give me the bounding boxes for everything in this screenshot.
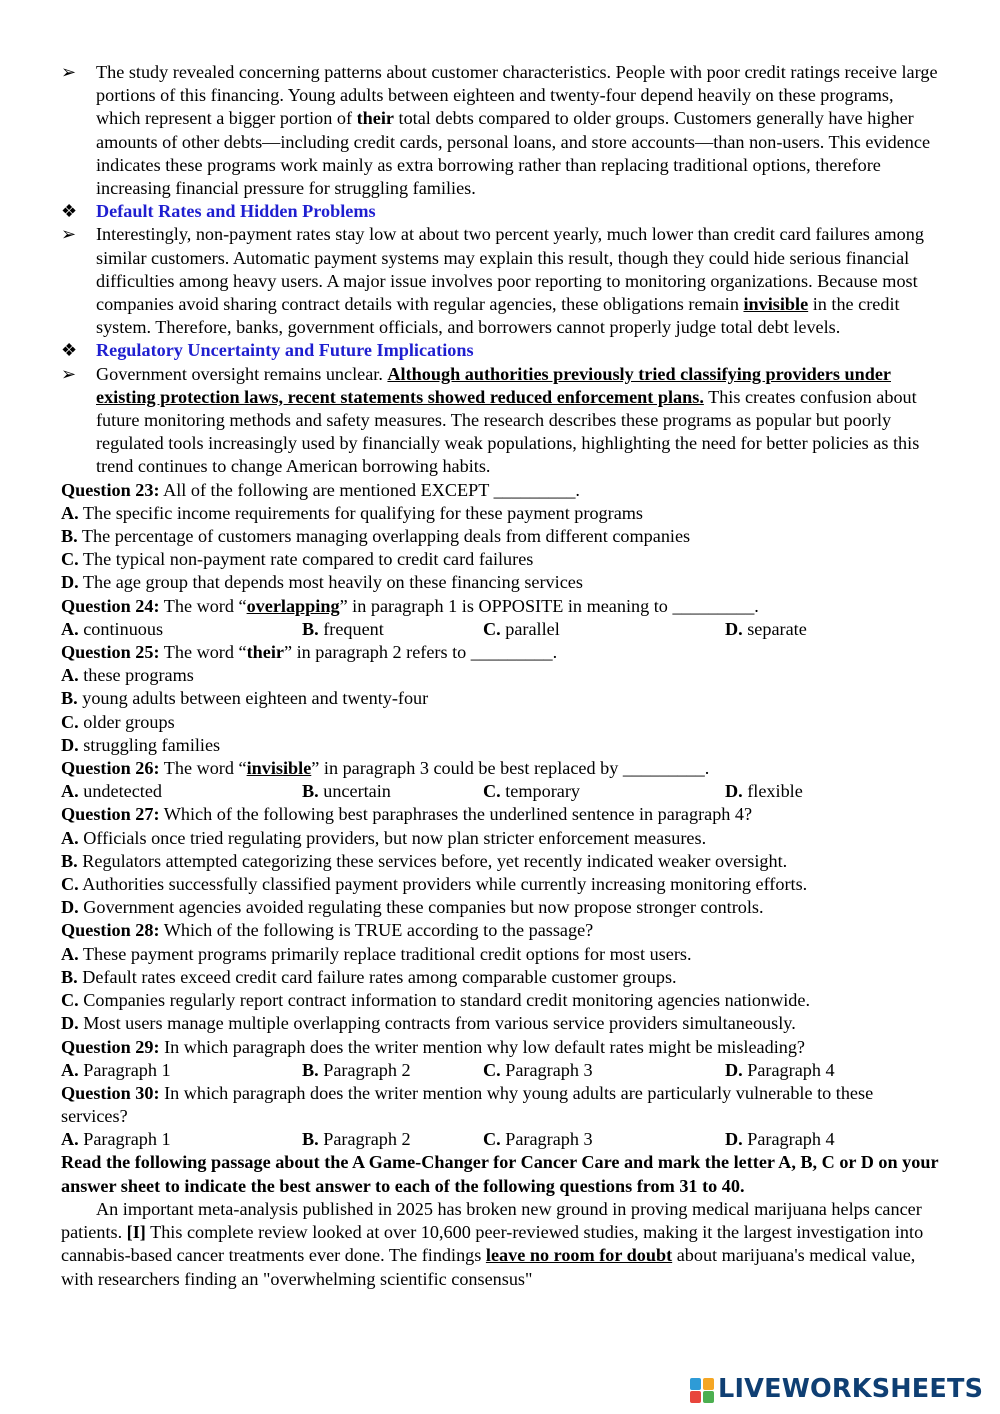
question-30 — [61, 1082, 941, 1128]
question-24 — [61, 595, 941, 618]
option-text: Paragraph 3 — [505, 1129, 593, 1150]
question-28-option-d[interactable] — [61, 1012, 941, 1035]
option-text: Authorities successfully classified payment providers while currently increasing monitoring efforts. — [82, 874, 808, 895]
question-27-text: Which of the following best paraphrases the underlined sentence in paragraph 4? — [159, 804, 753, 825]
question-26-label: Question 26: — [61, 758, 160, 779]
paragraph-4-underlined-sentence: Although authorities previously tried classifying providers under existing protection laws, recent statements showed reduced enforcement plans. — [96, 363, 891, 407]
question-25-label: Question 25: — [61, 642, 160, 663]
passage-2-text-end: about marijuana's medical value, with researchers finding an "overwhelming scientific consensus" — [61, 1245, 916, 1289]
paragraph-2-bold-word: their — [356, 108, 394, 129]
option-text: Government agencies avoided regulating these companies but now propose stronger controls. — [83, 897, 764, 918]
option-letter: D. — [61, 1013, 79, 1034]
option-text: Paragraph 2 — [323, 1059, 411, 1080]
option-text: uncertain — [323, 781, 391, 802]
arrow-bullet-icon: ➢ — [61, 363, 77, 384]
question-25-text-end: ” in paragraph 2 refers to _________. — [283, 642, 558, 663]
question-26-option-b[interactable] — [302, 780, 391, 803]
question-26-option-a[interactable] — [61, 780, 162, 803]
paragraph-2-text: The study revealed concerning patterns about customer characteristics. People with poor credit ratings receive large portions of this financing. Young adults between eighteen and twenty-four depend heavily on these programs, which represent a bigger portion of — [96, 62, 938, 129]
question-23-option-d[interactable] — [61, 571, 941, 594]
passage-2-text: An important meta-analysis published in 2025 has broken new ground in proving medical marijuana helps cancer patients. — [61, 1198, 922, 1243]
option-letter: A. — [61, 665, 79, 686]
question-26 — [61, 757, 941, 780]
passage-2-text-mid: This complete review looked at over 10,600 peer-reviewed studies, making it the largest investigation into cannabis-based cancer treatments ever done. The findings — [61, 1222, 924, 1266]
option-text: Paragraph 3 — [505, 1059, 593, 1080]
question-28-option-c[interactable] — [61, 989, 941, 1012]
option-letter: A. — [61, 502, 79, 523]
arrow-bullet-icon: ➢ — [61, 62, 77, 82]
question-23 — [61, 479, 941, 502]
option-letter: C. — [61, 549, 79, 570]
question-24-keyword: overlapping — [246, 595, 340, 616]
question-25-option-a[interactable] — [61, 664, 941, 687]
question-27-option-b[interactable] — [61, 850, 941, 873]
option-letter: C. — [483, 618, 501, 639]
passage-2-paragraph-1 — [61, 1198, 941, 1291]
question-26-text-end: ” in paragraph 3 could be best replaced by _________. — [311, 758, 710, 779]
option-letter: C. — [483, 781, 501, 802]
question-27-option-c[interactable] — [61, 873, 941, 896]
heading-regulatory-text: Regulatory Uncertainty and Future Implications — [96, 340, 474, 361]
option-letter: D. — [725, 1129, 743, 1150]
option-text: frequent — [323, 618, 384, 639]
option-letter: D. — [725, 1059, 743, 1080]
question-24-option-a[interactable] — [61, 618, 163, 641]
question-29-label: Question 29: — [61, 1036, 160, 1057]
question-26-option-d[interactable] — [725, 780, 803, 803]
option-text: The typical non-payment rate compared to credit card failures — [82, 549, 534, 570]
paragraph-3-underlined-word: invisible — [743, 294, 809, 315]
paragraph-4 — [61, 363, 941, 479]
option-letter: D. — [725, 781, 743, 802]
option-letter: B. — [61, 688, 78, 709]
option-letter: B. — [302, 1059, 319, 1080]
question-26-keyword: invisible — [246, 758, 312, 779]
paragraph-2-text-end: total debts compared to older groups. Customers generally have higher amounts of other debts—including credit cards, personal loans, and store accounts—than non-users. This evidence indicates these programs work mainly as extra borrowing rather than replacing traditional options, therefore increasing financial pressure for struggling families. — [96, 108, 931, 199]
question-28 — [61, 919, 941, 942]
option-letter: D. — [61, 897, 79, 918]
option-text: Most users manage multiple overlapping contracts from various service providers simultaneously. — [83, 1013, 796, 1034]
option-text: struggling families — [83, 734, 221, 755]
question-30-option-d[interactable] — [725, 1128, 835, 1151]
option-letter: B. — [61, 850, 78, 871]
question-24-option-b[interactable] — [302, 618, 384, 641]
option-letter: C. — [61, 711, 79, 732]
question-30-options — [61, 1128, 941, 1151]
insertion-marker-i: [I] — [126, 1222, 146, 1243]
question-30-text: In which paragraph does the writer mention why young adults are particularly vulnerable to these services? — [61, 1082, 874, 1127]
liveworksheets-logo-icon — [690, 1376, 716, 1404]
question-23-option-a[interactable] — [61, 502, 941, 525]
question-25-keyword: their — [246, 642, 284, 663]
liveworksheets-logo-text: LIVEWORKSHEETS — [718, 1374, 984, 1405]
paragraph-3 — [61, 223, 941, 339]
question-27 — [61, 803, 941, 826]
question-23-option-c[interactable] — [61, 548, 941, 571]
question-24-text-end: ” in paragraph 1 is OPPOSITE in meaning to _________. — [339, 595, 759, 616]
question-27-option-d[interactable] — [61, 896, 941, 919]
option-text: young adults between eighteen and twenty-four — [82, 688, 429, 709]
question-26-text: The word “ — [159, 758, 247, 779]
option-letter: A. — [61, 618, 79, 639]
option-letter: A. — [61, 781, 79, 802]
question-24-options — [61, 618, 941, 641]
paragraph-4-text-end: This creates confusion about future monitoring methods and safety measures. The research describes these programs as popular but poorly regulated tools increasingly used by financially weak populations, highlighting the need for better policies as this trend continues to change American borrowing habits. — [96, 386, 920, 477]
question-25 — [61, 641, 941, 664]
question-30-option-b[interactable] — [302, 1128, 411, 1151]
section-instruction: Read the following passage about the A Game-Changer for Cancer Care and mark the letter A, B, C or D on your answer sheet to indicate the best answer to each of the following questions from 31 to 40. — [61, 1152, 939, 1196]
option-letter: A. — [61, 827, 79, 848]
question-29-text: In which paragraph does the writer mention why low default rates might be misleading? — [159, 1036, 806, 1057]
question-30-option-c[interactable] — [483, 1128, 593, 1151]
option-letter: D. — [61, 734, 79, 755]
paragraph-3-text: Interestingly, non-payment rates stay low at about two percent yearly, much lower than credit card failures among similar customers. Automatic payment systems may explain this result, though they could hide serious financial difficulties among heavy users. A major issue involves poor reporting to monitoring organizations. Because most companies avoid sharing contract details with regular agencies, these obligations remain — [96, 224, 924, 315]
question-29 — [61, 1036, 941, 1059]
option-text: Companies regularly report contract information to standard credit monitoring agencies nationwide. — [83, 990, 811, 1011]
option-text: Paragraph 1 — [83, 1059, 171, 1080]
option-text: older groups — [83, 711, 175, 732]
question-29-option-d[interactable] — [725, 1059, 835, 1082]
option-letter: D. — [61, 572, 79, 593]
question-24-text: The word “ — [159, 595, 247, 616]
option-text: Regulators attempted categorizing these services before, yet recently indicated weaker oversight. — [82, 850, 788, 871]
option-text: The percentage of customers managing overlapping deals from different companies — [81, 526, 691, 547]
question-24-label: Question 24: — [61, 595, 160, 616]
paragraph-2 — [61, 61, 941, 200]
heading-regulatory — [61, 339, 941, 362]
question-27-option-a[interactable] — [61, 827, 941, 850]
question-28-label: Question 28: — [61, 920, 160, 941]
liveworksheets-logo — [690, 1373, 983, 1407]
option-text: The specific income requirements for qualifying for these payment programs — [82, 502, 643, 523]
option-letter: A. — [61, 1129, 79, 1150]
option-text: temporary — [505, 781, 580, 802]
page-content — [61, 61, 941, 1291]
diamond-bullet-icon: ❖ — [61, 340, 78, 361]
question-26-option-c[interactable] — [483, 780, 580, 803]
question-28-option-a[interactable] — [61, 943, 941, 966]
option-text: continuous — [83, 618, 164, 639]
option-text: these programs — [83, 665, 194, 686]
option-letter: A. — [61, 943, 79, 964]
question-25-option-b[interactable] — [61, 687, 941, 710]
question-27-label: Question 27: — [61, 804, 160, 825]
option-text: Default rates exceed credit card failure rates among comparable customer groups. — [82, 966, 677, 987]
paragraph-3-text-end: in the credit system. Therefore, banks, government officials, and borrowers cannot properly judge total debt levels. — [96, 294, 900, 338]
option-letter: B. — [61, 966, 78, 987]
option-text: Paragraph 4 — [747, 1059, 835, 1080]
option-letter: B. — [302, 781, 319, 802]
question-25-text: The word “ — [159, 642, 247, 663]
question-26-options — [61, 780, 941, 803]
question-28-text: Which of the following is TRUE according to the passage? — [159, 920, 594, 941]
question-23-option-b[interactable] — [61, 525, 941, 548]
question-28-option-b[interactable] — [61, 966, 941, 989]
option-letter: C. — [61, 874, 79, 895]
question-30-label: Question 30: — [61, 1082, 160, 1103]
option-text: Paragraph 1 — [83, 1129, 171, 1150]
option-text: undetected — [83, 781, 163, 802]
option-letter: A. — [61, 1059, 79, 1080]
question-23-label: Question 23: — [61, 479, 160, 500]
option-text: Paragraph 2 — [323, 1129, 411, 1150]
option-letter: D. — [725, 618, 743, 639]
question-30-option-a[interactable] — [61, 1128, 171, 1151]
question-29-option-b[interactable] — [302, 1059, 411, 1082]
question-25-option-c[interactable] — [61, 711, 941, 734]
question-24-option-c[interactable] — [483, 618, 560, 641]
heading-default-rates — [61, 200, 941, 223]
option-letter: B. — [302, 1129, 319, 1150]
option-text: Officials once tried regulating providers, but now plan stricter enforcement measures. — [83, 827, 707, 848]
passage-2-underlined-phrase: leave no room for doubt — [485, 1245, 673, 1266]
option-text: separate — [747, 618, 807, 639]
question-29-options — [61, 1059, 941, 1082]
diamond-bullet-icon: ❖ — [61, 201, 78, 222]
option-text: The age group that depends most heavily on these financing services — [82, 572, 583, 593]
question-29-option-a[interactable] — [61, 1059, 171, 1082]
option-letter: C. — [483, 1059, 501, 1080]
question-29-option-c[interactable] — [483, 1059, 593, 1082]
option-text: parallel — [505, 618, 560, 639]
option-letter: C. — [483, 1129, 501, 1150]
question-23-text: All of the following are mentioned EXCEPT _________. — [159, 479, 580, 500]
option-letter: B. — [61, 526, 78, 547]
question-24-option-d[interactable] — [725, 618, 807, 641]
option-text: Paragraph 4 — [747, 1129, 835, 1150]
option-letter: C. — [61, 990, 79, 1011]
option-text: These payment programs primarily replace traditional credit options for most users. — [82, 943, 692, 964]
paragraph-4-text: Government oversight remains unclear. — [96, 363, 388, 384]
option-letter: B. — [302, 618, 319, 639]
arrow-bullet-icon: ➢ — [61, 224, 77, 245]
option-text: flexible — [747, 781, 803, 802]
heading-default-rates-text: Default Rates and Hidden Problems — [96, 201, 376, 222]
question-25-option-d[interactable] — [61, 734, 941, 757]
